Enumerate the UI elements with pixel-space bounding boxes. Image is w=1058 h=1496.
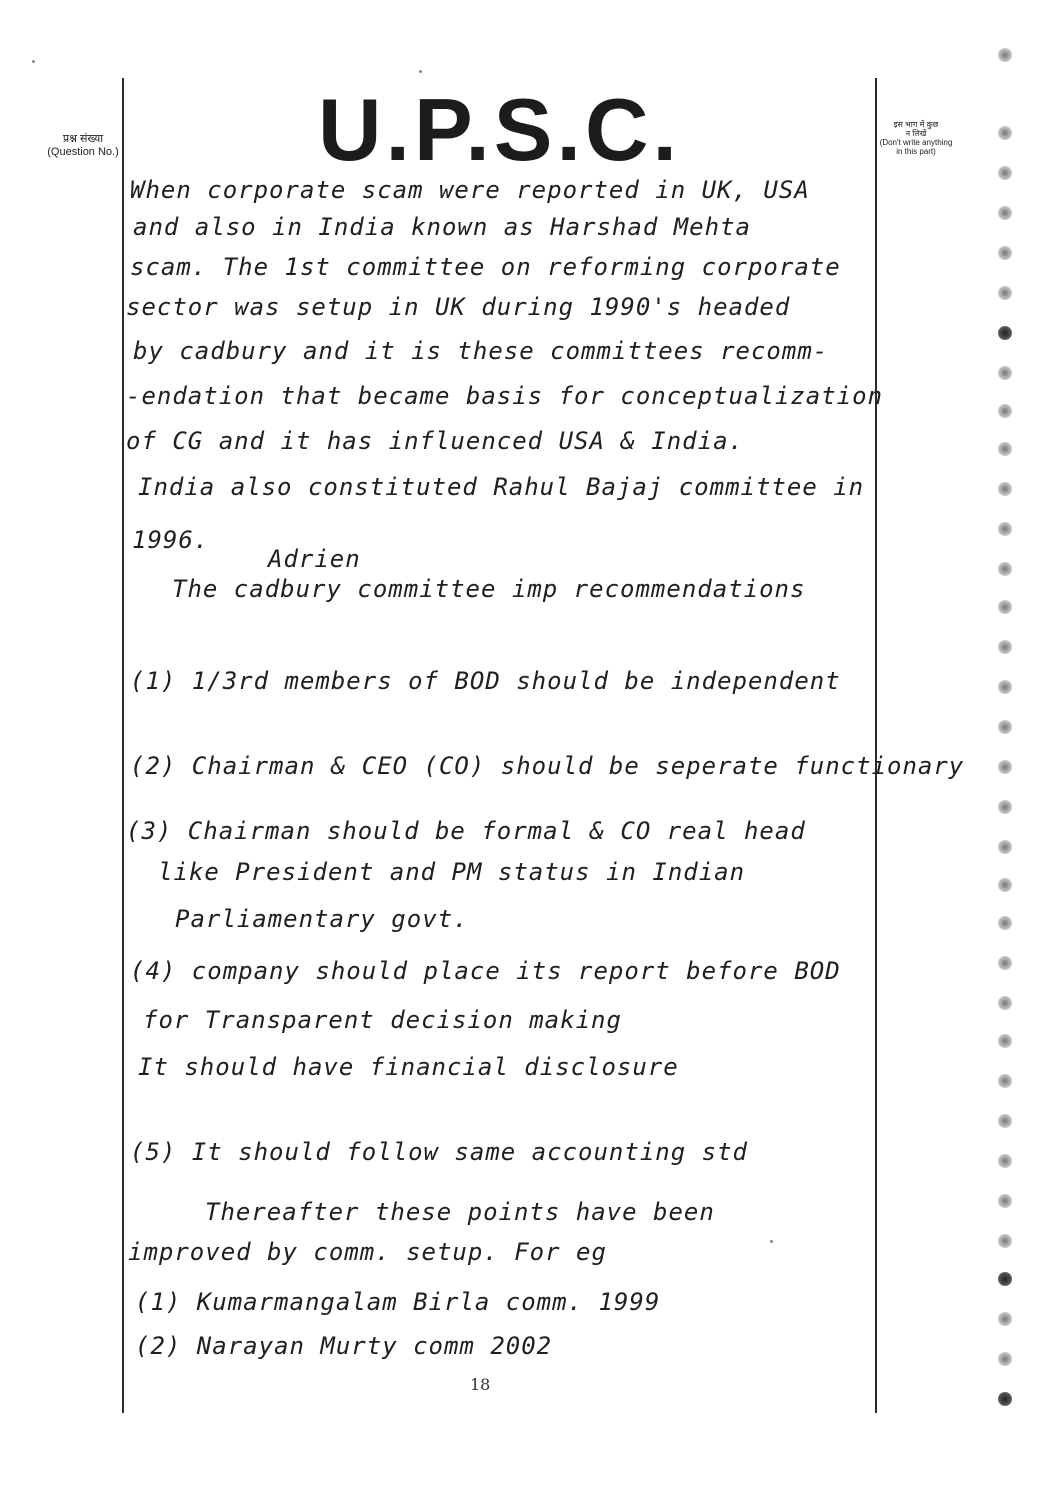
answer-line: It should have financial disclosure bbox=[138, 1053, 679, 1081]
binding-hole-icon bbox=[998, 996, 1012, 1010]
right-margin-line bbox=[875, 78, 877, 1413]
binding-hole-icon bbox=[998, 840, 1012, 854]
margin-instruction bbox=[877, 120, 955, 156]
answer-line: and also in India known as Harshad Mehta bbox=[133, 213, 751, 241]
answer-line: for Transparent decision making bbox=[143, 1006, 622, 1034]
answer-line: Thereafter these points have been bbox=[205, 1198, 715, 1226]
left-margin-line bbox=[122, 78, 124, 1413]
question-number-hindi: प्रश्न संख्या bbox=[62, 133, 104, 145]
binding-hole-icon bbox=[998, 800, 1012, 814]
question-number-label bbox=[45, 133, 121, 159]
binding-hole-icon bbox=[998, 640, 1012, 654]
answer-line: Adrien bbox=[268, 545, 361, 573]
binding-hole-icon bbox=[998, 404, 1012, 418]
binding-hole-icon bbox=[998, 1234, 1012, 1248]
binding-hole-icon bbox=[998, 720, 1012, 734]
scan-speck bbox=[32, 60, 35, 63]
answer-line: (5) It should follow same accounting std bbox=[130, 1138, 748, 1166]
binding-hole-icon bbox=[998, 286, 1012, 300]
binding-hole-icon bbox=[998, 916, 1012, 930]
binding-hole-icon bbox=[998, 680, 1012, 694]
answer-line: (3) Chairman should be formal & CO real head bbox=[126, 817, 806, 845]
upsc-brand-logo: U.P.S.C. bbox=[318, 80, 681, 179]
binding-hole-icon bbox=[998, 1272, 1012, 1286]
binding-hole-icon bbox=[998, 246, 1012, 260]
answer-line: Parliamentary govt. bbox=[175, 905, 469, 933]
scan-speck bbox=[770, 1240, 773, 1243]
margin-note-english-2: in this part) bbox=[896, 147, 936, 156]
binding-hole-icon bbox=[998, 1114, 1012, 1128]
answer-line: (4) company should place its report before BOD bbox=[130, 957, 841, 985]
binding-hole-icon bbox=[998, 760, 1012, 774]
binding-hole-icon bbox=[998, 126, 1012, 140]
margin-note-hindi-1: इस भाग में कुछ bbox=[893, 120, 939, 129]
binding-hole-icon bbox=[998, 1352, 1012, 1366]
answer-line: of CG and it has influenced USA & India. bbox=[126, 427, 744, 455]
answer-line: The cadbury committee imp recommendations bbox=[172, 575, 806, 603]
answer-line: (2) Narayan Murty comm 2002 bbox=[135, 1332, 553, 1360]
binding-hole-icon bbox=[998, 1194, 1012, 1208]
binding-hole-icon bbox=[998, 878, 1012, 892]
answer-line: improved by comm. setup. For eg bbox=[128, 1238, 607, 1266]
binding-hole-icon bbox=[998, 600, 1012, 614]
binding-hole-icon bbox=[998, 206, 1012, 220]
answer-line: like President and PM status in Indian bbox=[158, 858, 746, 886]
margin-note-english-1: (Don't write anything bbox=[879, 138, 953, 147]
answer-line: (2) Chairman & CEO (CO) should be seperate functionary bbox=[130, 752, 965, 780]
answer-line: 1996. bbox=[132, 526, 210, 554]
binding-hole-icon bbox=[998, 326, 1012, 340]
binding-hole-icon bbox=[998, 1392, 1012, 1406]
answer-line: -endation that became basis for conceptualization bbox=[126, 382, 884, 410]
margin-note-hindi-2: न लिखें bbox=[905, 129, 927, 138]
answer-line: (1) Kumarmangalam Birla comm. 1999 bbox=[135, 1288, 661, 1316]
answer-line: India also constituted Rahul Bajaj committee in bbox=[138, 473, 865, 501]
answer-line: scam. The 1st committee on reforming corporate bbox=[130, 253, 841, 281]
answer-line: (1) 1/3rd members of BOD should be independent bbox=[130, 667, 841, 695]
scan-speck bbox=[419, 70, 422, 73]
answer-line: sector was setup in UK during 1990's headed bbox=[126, 293, 791, 321]
binding-hole-icon bbox=[998, 522, 1012, 536]
binding-hole-icon bbox=[998, 1154, 1012, 1168]
binding-hole-icon bbox=[998, 1074, 1012, 1088]
binding-hole-icon bbox=[998, 1034, 1012, 1048]
page-number: 18 bbox=[470, 1375, 491, 1394]
binding-hole-icon bbox=[998, 482, 1012, 496]
binding-hole-icon bbox=[998, 442, 1012, 456]
binding-hole-icon bbox=[998, 366, 1012, 380]
binding-hole-icon bbox=[998, 956, 1012, 970]
binding-hole-icon bbox=[998, 562, 1012, 576]
binding-hole-icon bbox=[998, 48, 1012, 62]
question-number-english: (Question No.) bbox=[47, 146, 119, 158]
answer-line: When corporate scam were reported in UK, USA bbox=[130, 176, 810, 204]
binding-hole-icon bbox=[998, 1312, 1012, 1326]
binding-hole-icon bbox=[998, 166, 1012, 180]
answer-line: by cadbury and it is these committees recomm- bbox=[133, 337, 829, 365]
